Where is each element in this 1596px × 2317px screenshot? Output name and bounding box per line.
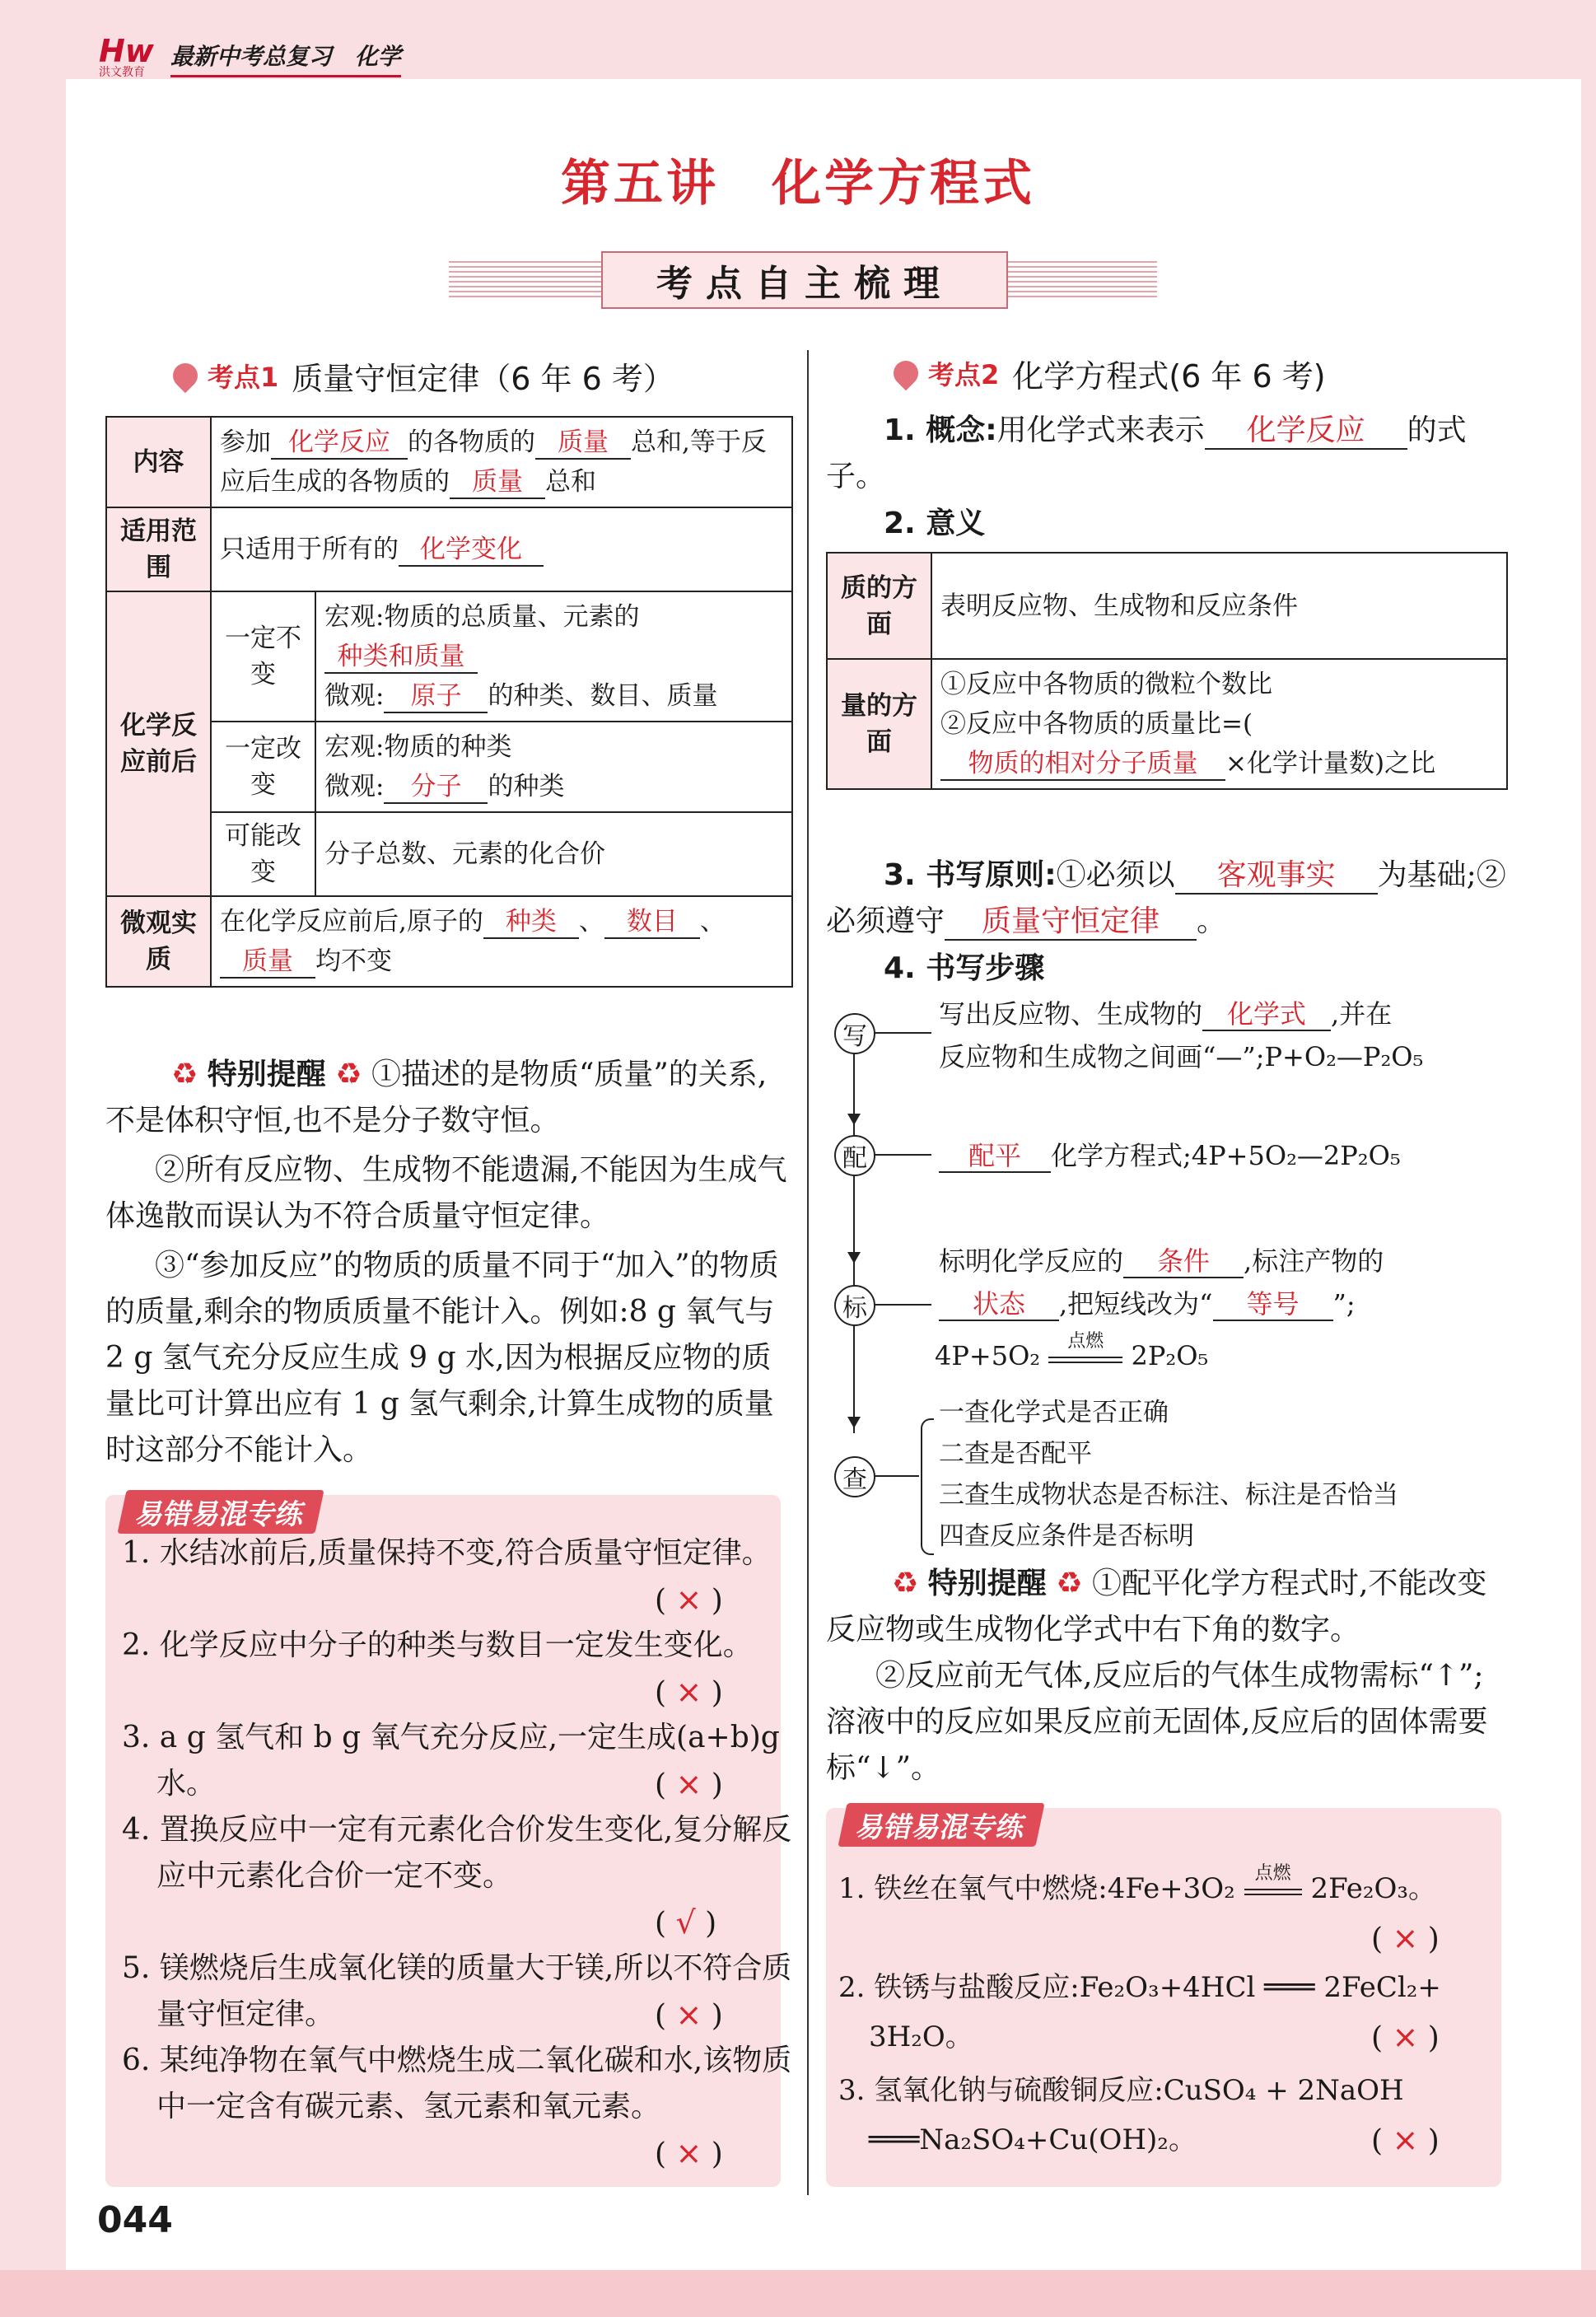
question-2: 2. 化学反应中分子的种类与数目一定发生变化。 xyxy=(122,1628,753,1662)
fill-answer: 配平 xyxy=(939,1140,1051,1173)
check-bracket xyxy=(921,1418,934,1555)
practice-label: 易错易混专练 xyxy=(117,1490,324,1534)
connector xyxy=(874,1032,931,1034)
text: ,把短线改为“ xyxy=(1059,1288,1213,1320)
remind-1: ①配平化学方程式时,不能改变反应物或生成物化学式中右下角的数字。 xyxy=(826,1567,1487,1647)
connector xyxy=(874,1475,919,1477)
remind-3: ③“参加反应”的物质的质量不同于“加入”的物质的质量,剩余的物质质量不能计入。例如:8 g 氧气与 2 g 氢气充分反应生成 9 g 水,因为根据反应物的质量比可计算出应有 1 g 氢气剩余,计算生成物的质量时这部分不能计入。 xyxy=(105,1249,779,1467)
text: 4P+5O₂ xyxy=(935,1340,1041,1371)
equals-with-condition xyxy=(1244,1863,1302,1913)
text: 宏观:物质的种类 xyxy=(324,732,512,762)
lecture-title: 第五讲 化学方程式 xyxy=(561,155,1035,213)
equals-with-condition xyxy=(1048,1330,1122,1380)
text: 只适用于所有的 xyxy=(220,535,399,564)
text: 的各物质的 xyxy=(408,427,535,457)
table-row xyxy=(827,553,1507,659)
page-header xyxy=(99,33,401,82)
answer-3: ( × ) xyxy=(655,1766,723,1802)
section1-title: 质量守恒定律（6 年 6 考） xyxy=(292,360,674,397)
eq-question-2: 2. 铁锈与盐酸反应:Fe₂O₃+4HCl ═══ 2FeCl₂+ xyxy=(838,1971,1441,2004)
scope-cell xyxy=(211,507,792,591)
before-after-label: 化学反应前后 xyxy=(106,591,211,896)
eq-question-1 xyxy=(838,1863,1497,1913)
fill-answer: 数目 xyxy=(604,907,700,939)
text: ”; xyxy=(1332,1288,1356,1320)
bottom-band xyxy=(0,2270,1596,2317)
step-check-icon: 查 xyxy=(834,1456,875,1497)
answer-mark: × xyxy=(675,1766,702,1802)
text: ②反应中各物质的质量比=( xyxy=(940,709,1253,739)
section1-tag: 考点1 xyxy=(208,362,279,393)
text: 的种类、数目、质量 xyxy=(488,681,718,711)
text: 的式子。 xyxy=(826,413,1467,493)
publisher-logo xyxy=(99,35,154,80)
table-row xyxy=(106,507,792,591)
check-list xyxy=(939,1392,1515,1557)
arrow-down-icon xyxy=(847,1114,861,1125)
fill-answer: 条件 xyxy=(1123,1245,1244,1278)
conservation-table xyxy=(105,416,793,988)
section2-tag: 考点2 xyxy=(928,359,1000,390)
quantity-label: 量的方面 xyxy=(827,659,931,789)
essence-label: 微观实质 xyxy=(106,896,211,987)
fill-answer: 化学反应 xyxy=(271,427,408,460)
step-balance-text xyxy=(939,1134,1515,1177)
fill-answer: 化学变化 xyxy=(399,535,544,567)
eq-answer-2: ( × ) xyxy=(1371,2019,1440,2055)
arrow-down-icon xyxy=(847,1252,861,1264)
text: 总和,等于反应后生成的各物质的 xyxy=(220,427,767,497)
check-item: 二查是否配平 xyxy=(939,1439,1092,1469)
question-5: 5. 镁燃烧后生成氧化镁的质量大于镁,所以不符合质量守恒定律。 xyxy=(122,1951,792,2031)
fill-answer: 种类 xyxy=(483,907,579,939)
eq-answer-3: ( × ) xyxy=(1371,2122,1440,2158)
section1-heading xyxy=(173,353,674,399)
text: ,并在 xyxy=(1331,998,1393,1030)
changed-cell xyxy=(315,722,792,812)
fill-answer: 状态 xyxy=(939,1288,1059,1321)
step-balance-icon: 配 xyxy=(834,1135,875,1176)
remind-label: 特别提醒 xyxy=(927,1567,1047,1600)
answer-mark: √ xyxy=(675,1904,696,1941)
text: 均不变 xyxy=(315,946,392,976)
unchanged-cell xyxy=(315,591,792,722)
recycle-icon: ♻ xyxy=(171,1058,198,1091)
logo-text: Hw xyxy=(99,33,154,69)
text: 宏观:物质的总质量、元素的 xyxy=(324,602,640,632)
remind-2: ②反应前无气体,反应后的气体生成物需标“↑”;溶液中的反应如果反应前无固体,反应后的固体需要标“↓”。 xyxy=(826,1659,1488,1785)
eq-answer-1: ( × ) xyxy=(1371,1920,1440,1956)
question-1: 1. 水结冰前后,质量保持不变,符合质量守恒定律。 xyxy=(122,1536,772,1570)
step-write-text xyxy=(939,993,1515,1078)
text: 化学方程式;4P+5O₂—2P₂O₅ xyxy=(1051,1140,1401,1171)
text: 标明化学反应的 xyxy=(939,1245,1124,1277)
answer-mark: × xyxy=(1392,2122,1419,2158)
fill-answer: 质量 xyxy=(450,467,545,499)
fill-answer: 原子 xyxy=(384,681,488,713)
text: 1. 铁丝在氧气中燃烧:4Fe+3O₂ xyxy=(838,1872,1235,1905)
arrow-down-icon xyxy=(847,1417,861,1428)
text: 在化学反应前后,原子的 xyxy=(220,907,483,937)
section2-title: 化学方程式(6 年 6 考) xyxy=(1012,357,1326,395)
table-row xyxy=(106,591,792,722)
fill-answer: 化学反应 xyxy=(1205,413,1407,450)
question-4: 4. 置换反应中一定有元素化合价发生变化,复分解反应中元素化合价一定不变。 xyxy=(122,1813,792,1893)
text: 参加 xyxy=(220,427,271,457)
scope-label: 适用范围 xyxy=(106,507,211,591)
quantity-cell xyxy=(931,659,1507,789)
table-row xyxy=(106,417,792,507)
answer-6: ( × ) xyxy=(655,2135,723,2171)
condition: 点燃 xyxy=(1254,1863,1291,1884)
text: 。 xyxy=(1197,904,1227,938)
section2-heading xyxy=(894,350,1326,396)
text: ,标注产物的 xyxy=(1244,1245,1384,1277)
remind-2: ②所有反应物、生成物不能遗漏,不能因为生成气体逸散而误认为不符合质量守恒定律。 xyxy=(105,1153,787,1233)
recycle-icon: ♻ xyxy=(892,1567,919,1600)
mark-equation xyxy=(935,1330,1209,1380)
fill-answer: 分子 xyxy=(384,772,488,804)
step-mark-text xyxy=(939,1240,1515,1325)
recycle-icon: ♻ xyxy=(335,1058,362,1091)
connector xyxy=(874,1304,931,1306)
content-cell xyxy=(211,417,792,507)
remind-1: ①描述的是物质“质量”的关系,不是体积守恒,也不是分子数守恒。 xyxy=(105,1058,768,1137)
content-label: 内容 xyxy=(106,417,211,507)
answer-2: ( × ) xyxy=(655,1674,723,1710)
answer-1: ( × ) xyxy=(655,1581,723,1618)
text: 微观: xyxy=(324,772,385,801)
text: 2P₂O₅ xyxy=(1131,1340,1209,1371)
fill-answer: 化学式 xyxy=(1202,998,1331,1031)
answer-mark: × xyxy=(675,1674,702,1710)
text: 2Fe₂O₃。 xyxy=(1310,1872,1437,1905)
remind-block-2 xyxy=(826,1561,1501,1653)
maybe-cell: 分子总数、元素的化合价 xyxy=(315,812,792,896)
text: 的种类 xyxy=(488,772,565,801)
column-divider xyxy=(807,350,809,2195)
recycle-icon: ♻ xyxy=(1056,1567,1083,1600)
practice-label: 易错易混专练 xyxy=(838,1803,1044,1847)
condition: 点燃 xyxy=(1067,1330,1104,1352)
flow-line xyxy=(853,1038,855,1433)
meaning-label: 2. 意义 xyxy=(884,507,986,540)
steps-label: 4. 书写步骤 xyxy=(884,951,1045,985)
text: 写出反应物、生成物的 xyxy=(939,998,1203,1030)
text: 为基础;②必须遵守 xyxy=(826,858,1506,938)
logo-sub: 洪文教育 xyxy=(99,66,145,79)
answer-mark: × xyxy=(675,1581,702,1618)
drop-icon xyxy=(168,358,203,393)
fill-answer: 等号 xyxy=(1213,1288,1333,1321)
text: 反应物和生成物之间画“—”;P+O₂—P₂O₅ xyxy=(939,1041,1424,1072)
eq-question-3: 3. 氢氧化钠与硫酸铜反应:CuSO₄ + 2NaOH xyxy=(838,2074,1404,2107)
remind-label: 特别提醒 xyxy=(207,1058,326,1091)
question-6: 6. 某纯净物在氧气中燃烧生成二氧化碳和水,该物质中一定含有碳元素、氢元素和氧元素。 xyxy=(122,2044,792,2123)
remind-block-1 xyxy=(105,1052,793,1144)
fill-answer: 质量 xyxy=(535,427,631,460)
fill-answer: 客观事实 xyxy=(1175,857,1378,895)
maybe-label: 可能改变 xyxy=(211,812,315,896)
answer-mark: × xyxy=(1392,1920,1419,1956)
drop-icon xyxy=(889,356,923,390)
text: ①反应中各物质的微粒个数比 xyxy=(940,670,1272,699)
answer-mark: × xyxy=(675,1997,702,2033)
step-mark-icon: 标 xyxy=(834,1285,875,1326)
fill-answer: 物质的相对分子质量 xyxy=(940,749,1225,781)
concept-line xyxy=(826,408,1518,500)
check-item: 三查生成物状态是否标注、标注是否恰当 xyxy=(939,1480,1398,1510)
fill-answer: 质量守恒定律 xyxy=(945,904,1197,941)
section-banner xyxy=(449,251,1157,306)
principle-line xyxy=(826,853,1518,945)
text: ×化学计量数)之比 xyxy=(1225,749,1436,778)
connector xyxy=(874,1154,931,1156)
changed-label: 一定改变 xyxy=(211,722,315,812)
answer-5: ( × ) xyxy=(655,1997,723,2033)
quality-label: 质的方面 xyxy=(827,553,931,659)
unchanged-label: 一定不变 xyxy=(211,591,315,722)
table-row xyxy=(827,659,1507,789)
text: 微观: xyxy=(324,681,385,711)
book-title: 最新中考总复习 化学 xyxy=(170,39,401,77)
text: 总和 xyxy=(545,467,596,497)
meaning-table xyxy=(826,552,1508,790)
text: 用化学式来表示 xyxy=(996,413,1205,447)
quality-cell: 表明反应物、生成物和反应条件 xyxy=(931,553,1507,659)
fill-answer: 种类和质量 xyxy=(324,642,478,674)
principle-label: 3. 书写原则: xyxy=(884,858,1057,892)
question-3: 3. a g 氢气和 b g 氧气充分反应,一定生成(a+b)g 水。 xyxy=(122,1721,780,1801)
banner-title: 考点自主梳理 xyxy=(601,251,1008,309)
table-row xyxy=(106,896,792,987)
text: ①必须以 xyxy=(1056,858,1175,892)
eq-question-3-line2: ═══Na₂SO₄+Cu(OH)₂。 xyxy=(869,2123,1197,2156)
answer-mark: × xyxy=(675,2135,702,2171)
answer-mark: × xyxy=(1392,2019,1419,2055)
answer-4: ( √ ) xyxy=(655,1904,717,1941)
page-number: 044 xyxy=(97,2199,173,2241)
check-item: 四查反应条件是否标明 xyxy=(939,1521,1194,1551)
fill-answer: 质量 xyxy=(220,946,315,979)
concept-label: 1. 概念: xyxy=(884,413,997,447)
eq-question-2-line2: 3H₂O。 xyxy=(869,2020,973,2053)
check-item: 一查化学式是否正确 xyxy=(939,1398,1169,1427)
step-write-icon: 写 xyxy=(834,1013,875,1054)
essence-cell: 在化学反应前后,原子的 种类 、 数目 、质量 均不变 xyxy=(211,896,792,987)
